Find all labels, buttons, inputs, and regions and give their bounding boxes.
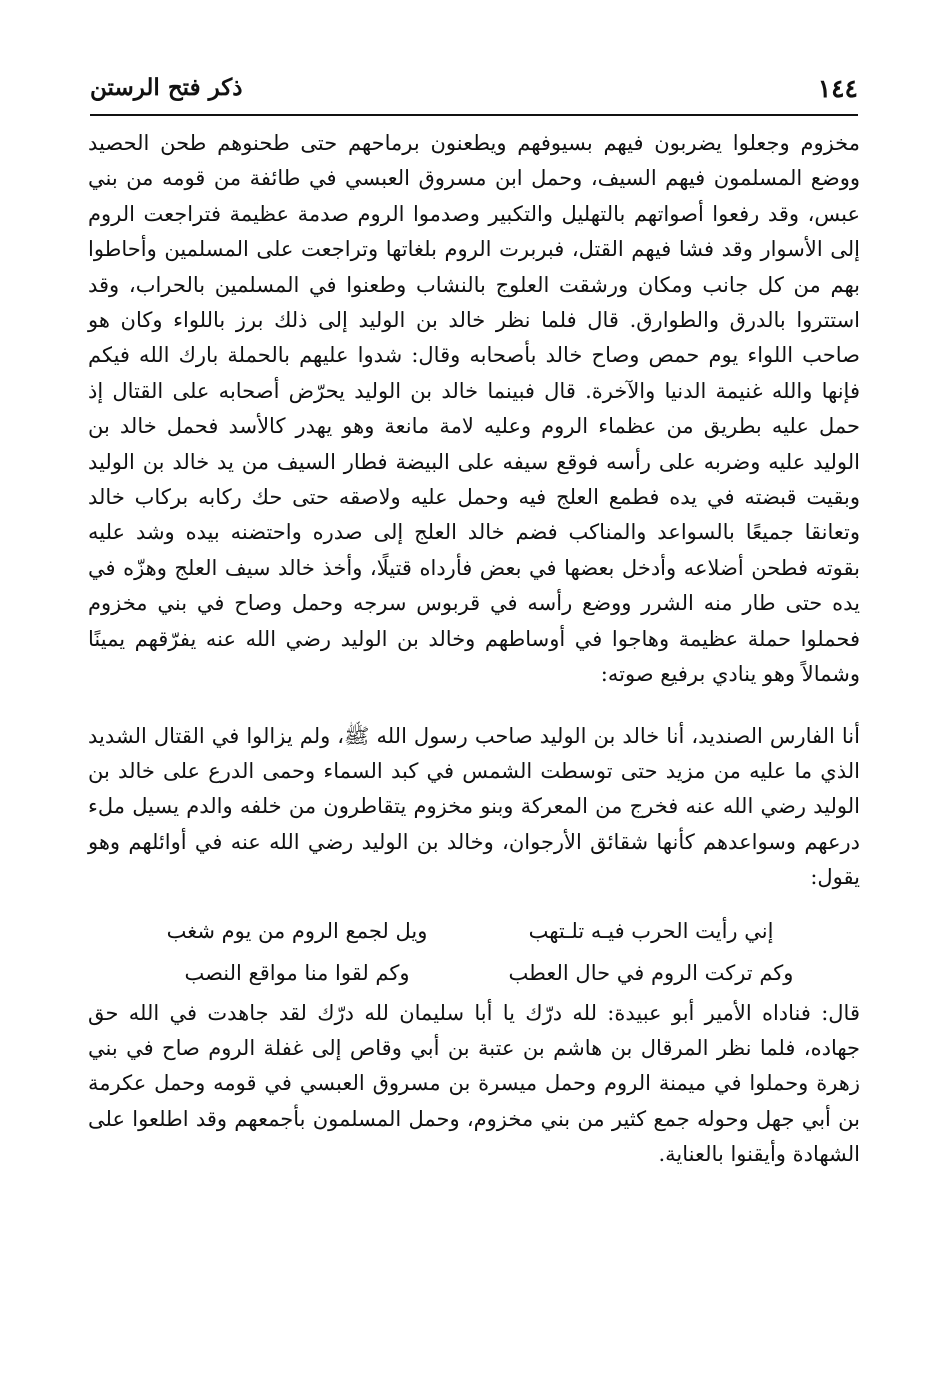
- poem: [144, 910, 804, 994]
- hemistich-first: إني رأيت الحرب فيـه تلـتهب: [528, 918, 774, 943]
- page-header: [90, 70, 858, 110]
- hemistich-second: ويل لجمع الروم من يوم شغب: [166, 918, 428, 943]
- header-rule: [90, 114, 858, 116]
- hemistich-second: وكم لقوا منا مواقع النصب: [184, 960, 410, 985]
- page-number: ١٤٤: [817, 74, 858, 103]
- paragraph: قال: فناداه الأمير أبو عبيدة: لله درّك يا أبا سليمان لله درّك لقد جاهدت في الله حق جهاده، فلما نظر المرقال بن هاشم بن عتبة بن أبي وقاص إلى غفلة الروم صاح في بني زهرة وحملوا في ميمنة الروم وحمل ميسرة بن مسروق العبسي في قومه وحمل عكرمة بن أبي جهل وحوله جمع كثير من بني مخزوم، وحمل المسلمون بأجمعهم وقد اطلعوا على الشهادة وأيقنوا بالعناية.: [88, 1000, 860, 1167]
- running-head: ذكر فتح الرستن: [90, 74, 243, 101]
- hemistich-first: وكم تركت الروم في حال العطب: [508, 960, 794, 985]
- paragraph: مخزوم وجعلوا يضربون فيهم بسيوفهم ويطعنون برماحهم حتى طحنوهم طحن الحصيد ووضع المسلمون فيهم السيف، وحمل ابن مسروق العبسي في طائفة من قومه من بني عبس، وقد رفعوا أصواتهم بالتهليل والتكبير وصدموا الروم صدمة عظيمة فتراجعت الروم إلى الأسوار وقد فشا فيهم القتل، فبربرت الروم بلغاتها وتراجعت على المسلمين وأحاطوا بهم من كل جانب ومكان ورشقت العلوج بالنشاب وطعنوا في المسلمين بالحراب، وقد استتروا بالدرق والطوارق. قال فلما نظر خالد بن الوليد إلى ذلك برز باللواء وكان هو صاحب اللواء يوم حمص وصاح خالد بأصحابه وقال: شدوا عليهم بالحملة بارك الله فيكم فإنها والله غنيمة الدنيا والآخرة. قال فبينما خالد بن الوليد يحرّض أصحابه على القتال إذ حمل عليه بطريق من عظماء الروم وعليه لامة مانعة وهو يهدر كالأسد فحمل خالد بن الوليد عليه وضربه على رأسه فوقع سيفه على البيضة فطار السيف من يد خالد بن الوليد وبقيت قبضته في يده فطمع العلج فيه وحمل عليه ولاصقه حتى حك ركابه بركاب خالد وتعانقا جميعًا بالسواعد والمناكب فضم خالد العلج إلى صدره واحتضنه بيده وشد عليه بقوته فطحن أضلاعه وأدخل بعضها في بعض فأرداه قتيلًا، وأخذ خالد سيف العلج وهزّه في يده حتى طار منه الشرر ووضع رأسه في قربوس سرجه وحمل وصاح في بني مخزوم فحملوا حملة عظيمة وهاجوا في أوساطهم وخالد بن الوليد رضي الله عنه يفرّقهم يمينًا وشمالاً وهو ينادي برفيع صوته:: [88, 131, 860, 687]
- poem-verse: [144, 952, 804, 994]
- poem-verse: [144, 910, 804, 952]
- main-text: [88, 126, 860, 1173]
- paragraph: أنا الفارس الصنديد، أنا خالد بن الوليد صاحب رسول الله ﷺ، ولم يزالوا في القتال الشديد الذي ما عليه من مزيد حتى توسطت الشمس في كبد السماء وحمى الدرع على خالد بن الوليد رضي الله عنه فخرج من المعركة وبنو مخزوم يتقاطرون من خلفه والدم يسيل ملء درعهم وسواعدهم كأنها شقائق الأرجوان، وخالد بن الوليد رضي الله عنه في أوائلهم وهو يقول:: [88, 723, 860, 890]
